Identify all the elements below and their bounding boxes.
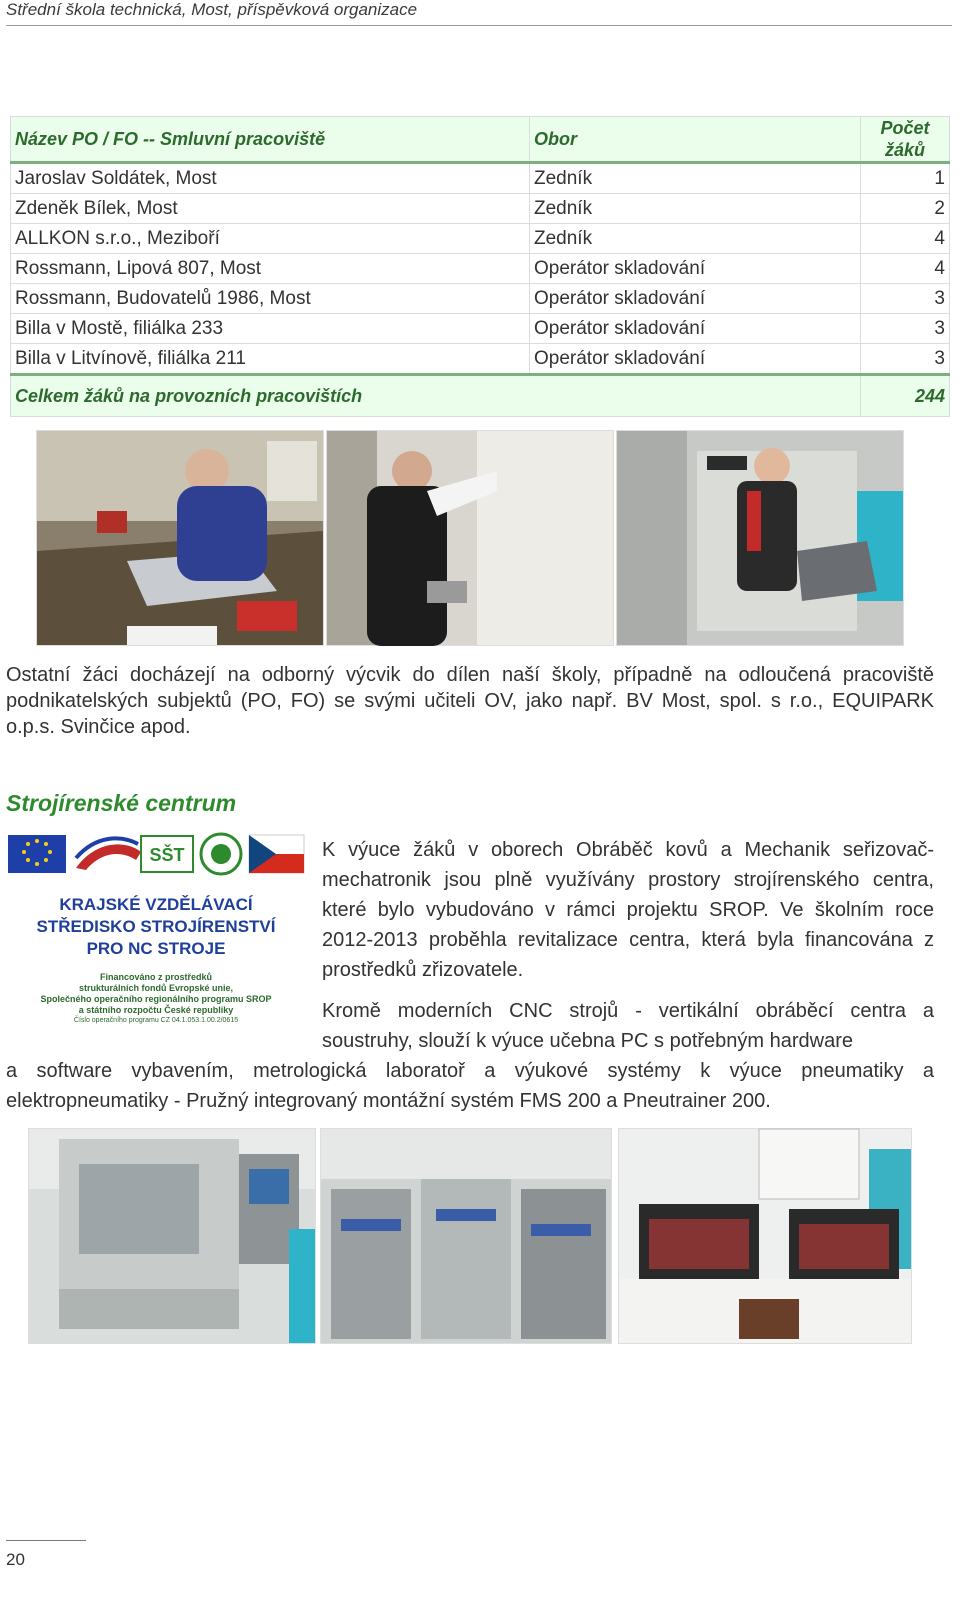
paragraph-cnc-wrapped: Kromě moderních CNC strojů - vertikální obráběcí centra a soustruhy, slouží k výuce učebna PC s potřebným hardware: [322, 1000, 934, 1052]
page-number: 20: [6, 1550, 25, 1569]
cell-name: Jaroslav Soldátek, Most: [11, 163, 530, 194]
section-title: Strojírenské centrum: [6, 790, 237, 816]
workplaces-table: [10, 116, 950, 417]
paragraph-cnc-full: a software vybavením, metrologická laboratoř a výukové systémy k výuce pneumatiky a elektropneumatiky - Pružný integrovaný montážní systém FMS 200 a Pneutrainer 200.: [6, 1060, 934, 1112]
header-field: Obor: [530, 117, 861, 163]
workshop-photo: [36, 430, 324, 646]
table-row: [11, 344, 950, 375]
cell-field: Operátor skladování: [530, 284, 861, 314]
cell-field: Operátor skladování: [530, 314, 861, 344]
footer-divider: [6, 1540, 86, 1541]
ksnc-logo: [6, 830, 306, 1024]
cell-field: Operátor skladování: [530, 254, 861, 284]
cnc-lathe-photo: [28, 1128, 316, 1344]
cell-count: 3: [861, 344, 950, 375]
header-count-line2: žáků: [884, 140, 926, 160]
logo-line1: KRAJSKÉ VZDĚLÁVACÍ: [59, 895, 253, 914]
cell-count: 4: [861, 254, 950, 284]
cell-name: ALLKON s.r.o., Meziboří: [11, 224, 530, 254]
table-row: [11, 284, 950, 314]
table-row: [11, 194, 950, 224]
cell-count: 2: [861, 194, 950, 224]
cell-count: 1: [861, 163, 950, 194]
logo-funding-5: Číslo operačního programu CZ 04.1.053.1.00.2/0615: [73, 1017, 239, 1024]
logo-funding-3: Společného operačního regionálního programu SROP: [40, 994, 272, 1004]
cell-name: Billa v Mostě, filiálka 233: [11, 314, 530, 344]
cell-count: 3: [861, 314, 950, 344]
paragraph-machining: K výuce žáků v oborech Obráběč kovů a Mechanik seřizovač-mechatronik jsou plně využívány prostory strojírenského centra, které bylo vybudováno v rámci projektu SROP. Ve školním roce 2012-2013 proběhla revitalizace centra, která byla financována z prostředků zřizovatele.: [322, 839, 934, 981]
cell-field: Zedník: [530, 163, 861, 194]
cell-name: Rossmann, Lipová 807, Most: [11, 254, 530, 284]
logo-line3: PRO NC STROJE: [86, 939, 226, 958]
cell-field: Zedník: [530, 224, 861, 254]
logo-funding-1: Financováno z prostředků: [99, 972, 213, 982]
document-title: Střední škola technická, Most, příspěvková organizace: [6, 0, 418, 19]
cell-name: Billa v Litvínově, filiálka 211: [11, 344, 530, 375]
table-row: [11, 254, 950, 284]
logo-funding-2: strukturálních fondů Evropské unie,: [78, 983, 234, 993]
total-value: 244: [861, 375, 950, 417]
cell-field: Operátor skladování: [530, 344, 861, 375]
cnc-machine-photo: [616, 430, 904, 646]
cell-field: Zedník: [530, 194, 861, 224]
pneumatics-lab-photo: [618, 1128, 912, 1344]
total-label: Celkem žáků na provozních pracovištích: [11, 375, 861, 417]
table-header-row: [11, 117, 950, 163]
logo-line2: STŘEDISKO STROJÍRENSTVÍ: [36, 917, 276, 936]
mechatronics-lab-photo: [320, 1128, 612, 1344]
cell-name: Rossmann, Budovatelů 1986, Most: [11, 284, 530, 314]
logo-funding-4: a státního rozpočtu České republiky: [78, 1005, 234, 1015]
table-row: [11, 314, 950, 344]
cell-count: 4: [861, 224, 950, 254]
paragraph-other-students: Ostatní žáci docházejí na odborný výcvik do dílen naší školy, případně na odloučená pracoviště podnikatelských subjektů (PO, FO) se svými učiteli OV, jako např. BV Most, spol. s r.o., EQUIPARK o.p.s. Svinčice apod.: [6, 664, 934, 738]
header-count: [861, 117, 950, 163]
cell-name: Zdeněk Bílek, Most: [11, 194, 530, 224]
sst-logo-text: SŠT: [149, 845, 185, 865]
cell-count: 3: [861, 284, 950, 314]
table-row: [11, 163, 950, 194]
page-header: [6, 0, 952, 26]
header-name: Název PO / FO -- Smluvní pracoviště: [11, 117, 530, 163]
wall-work-photo: [326, 430, 614, 646]
table-total-row: [11, 375, 950, 417]
header-count-line1: Počet: [880, 118, 930, 138]
table-row: [11, 224, 950, 254]
